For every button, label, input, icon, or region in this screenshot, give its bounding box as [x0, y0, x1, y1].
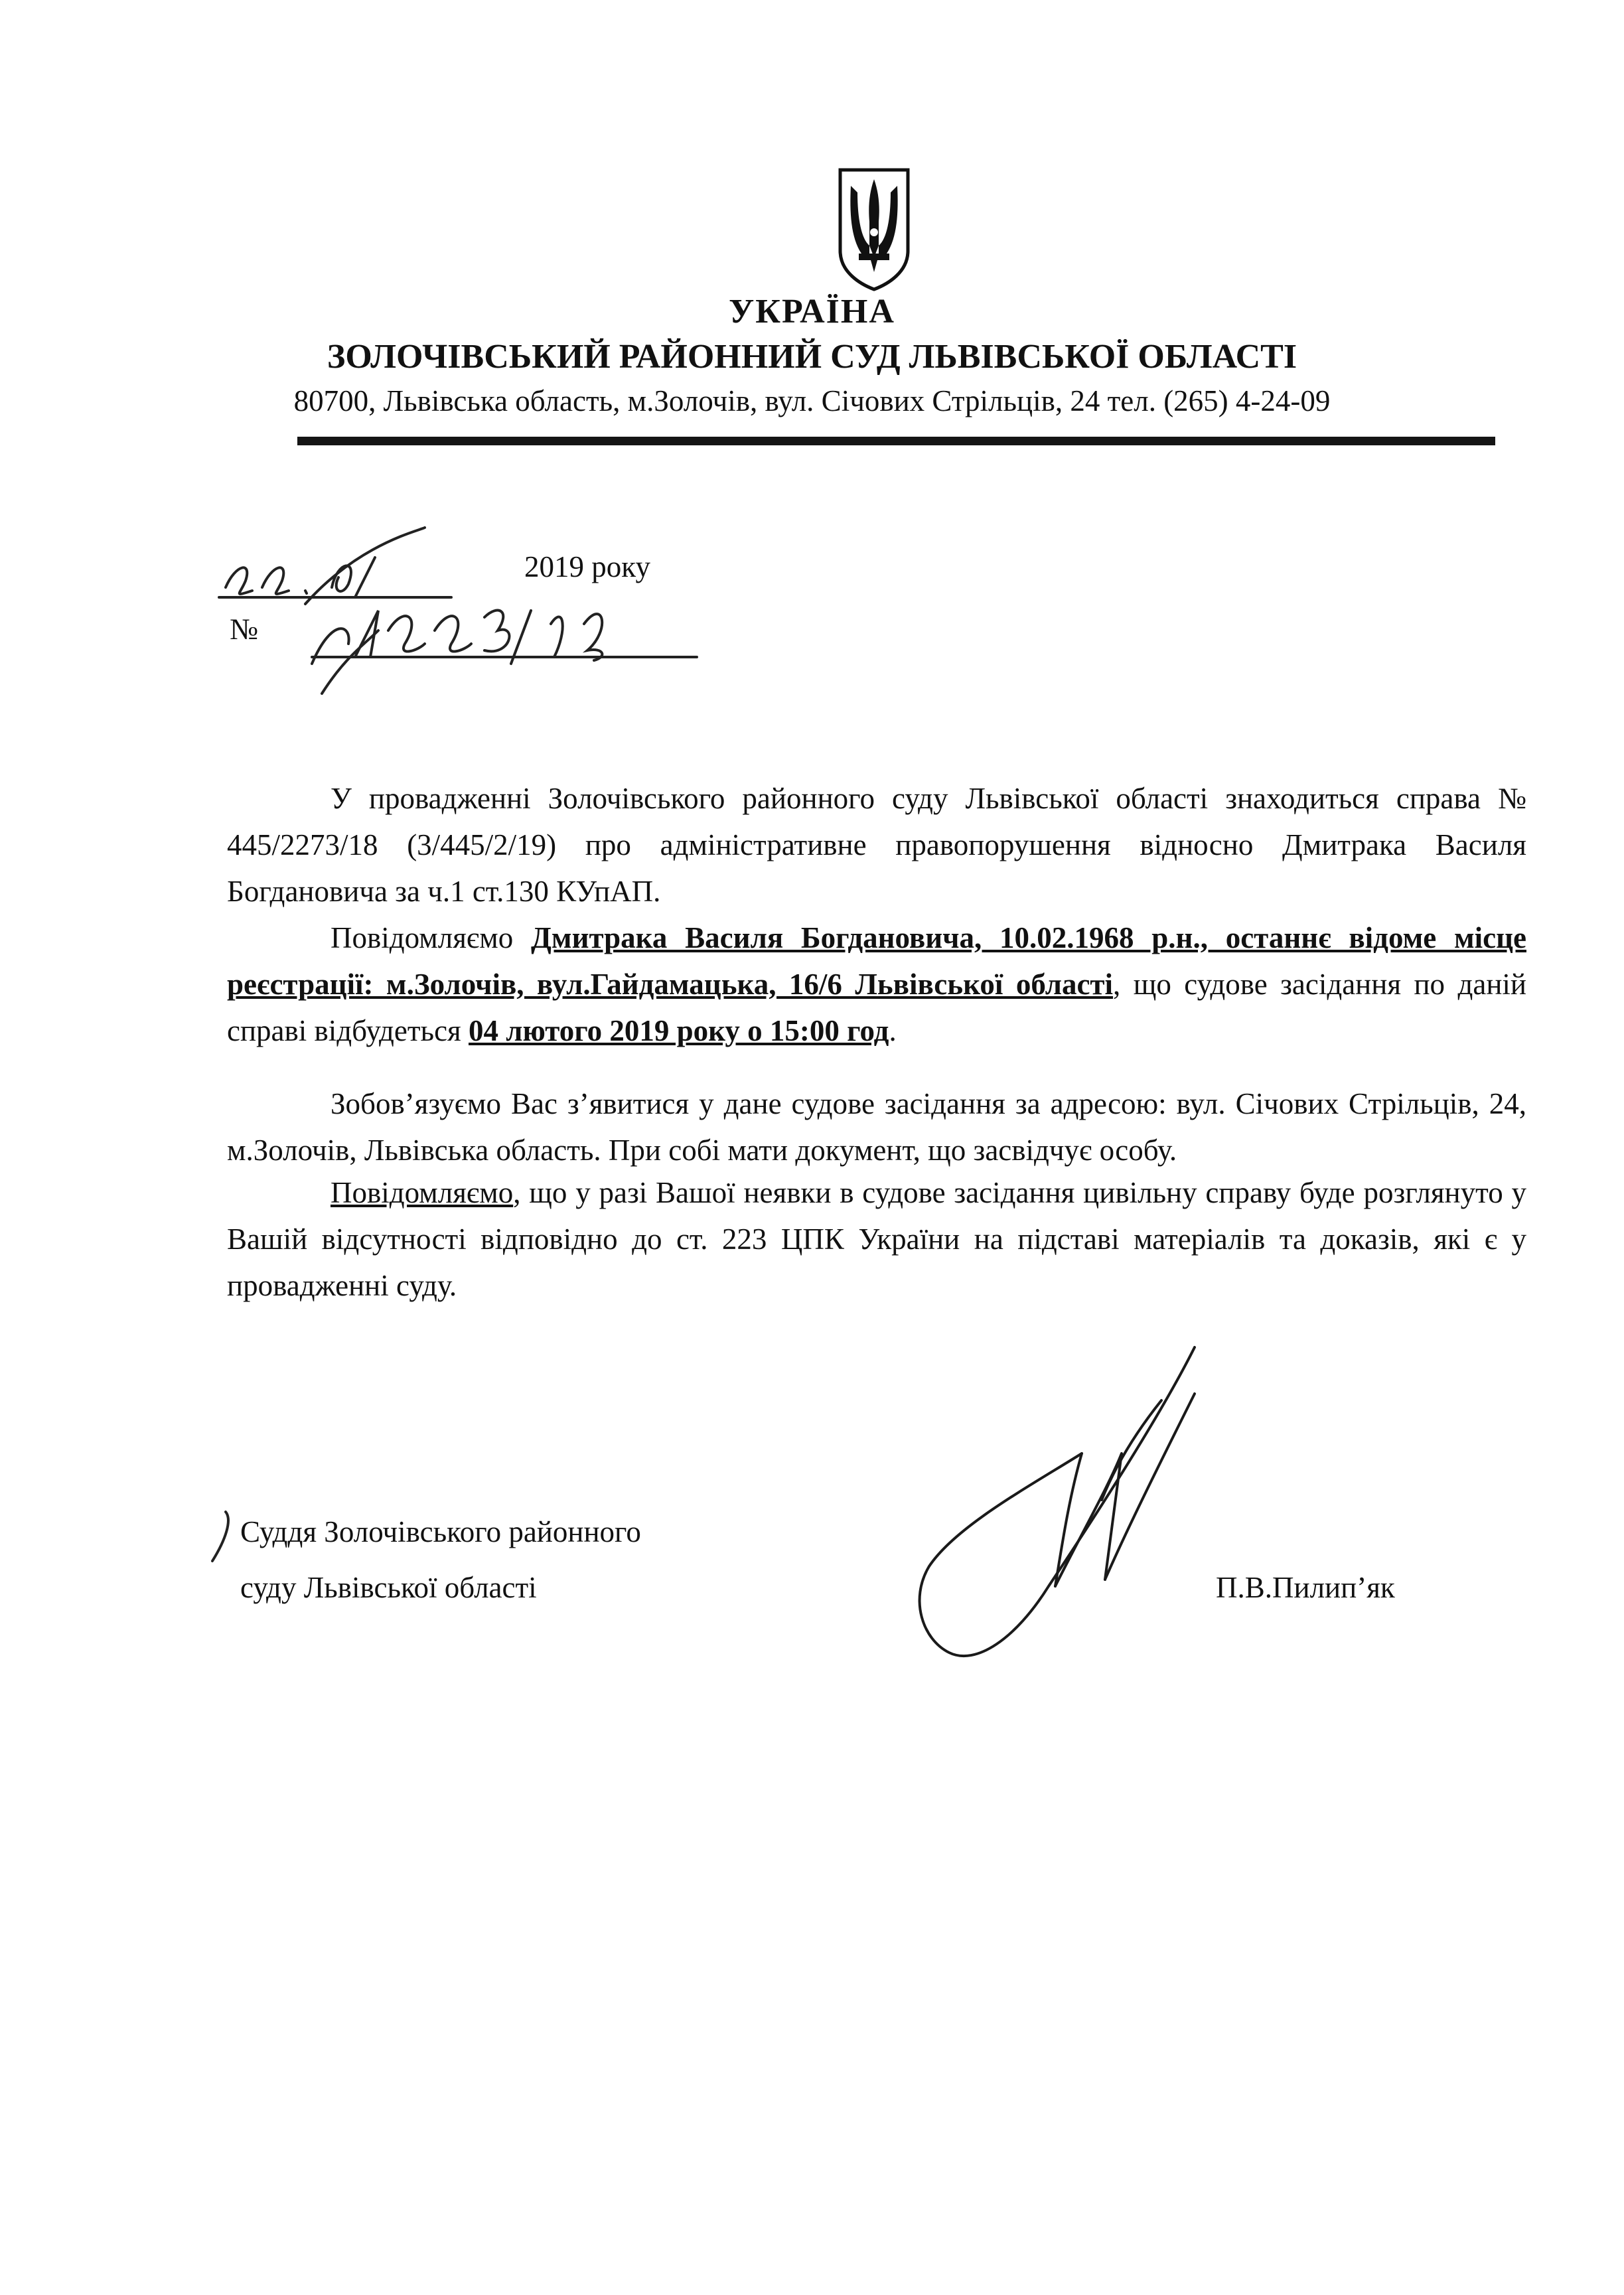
warning-lead: Повідомляємо: [331, 1176, 514, 1209]
letter-number-sign: №: [230, 613, 258, 646]
court-address: 80700, Львівська область, м.Золочів, вул. Січових Стрільців, 24 тел. (265) 4-24-09: [293, 384, 1331, 417]
margin-mark-icon: [206, 1507, 246, 1566]
absence-warning-paragraph: [227, 1169, 1526, 1309]
country-heading: УКРАЇНА: [729, 293, 895, 331]
hearing-datetime: 04 лютого 2019 року о 15:00 год: [469, 1014, 889, 1047]
judge-name: П.В.Пилип’як: [1216, 1571, 1395, 1604]
header-divider: [297, 437, 1495, 445]
letter-year: 2019 року: [524, 550, 650, 583]
notification-intro: Повідомляємо: [331, 921, 531, 954]
notification-paragraph: [227, 915, 1526, 1054]
court-heading: ЗОЛОЧІВСЬКИЙ РАЙОННИЙ СУД ЛЬВІВСЬКОЇ ОБЛАСТІ: [327, 338, 1297, 376]
trident-coat-of-arms-icon: [835, 166, 913, 292]
defendant-details: Дмитрака Василя Богдановича, 10.02.1968 р.н., останнє відоме місце реєстрації: м.Золочів, вул.Гайдамацька, 16/6 Львівської області: [227, 921, 1526, 1001]
summons-paragraph: Зобов’язуємо Вас з’явитися у дане судове засідання за адресою: вул. Січових Стрільців, 24, м.Золочів, Львівська область. При собі мати документ, що засвідчує особу.: [227, 1087, 1526, 1167]
notification-end: .: [889, 1014, 897, 1047]
case-paragraph: У провадженні Золочівського районного суду Львівської області знаходиться справа № 445/2273/18 (3/445/2/19) про адміністративне правопорушення відносно Дмитрака Василя Богдановича за ч.1 ст.130 КУпАП.: [227, 782, 1526, 908]
judge-title-line2: суду Львівської області: [240, 1571, 537, 1604]
handwritten-signature-icon: [883, 1334, 1228, 1686]
judge-title-line1: Суддя Золочівського районного: [240, 1515, 641, 1548]
warning-rest: , що у разі Вашої неявки в судове засідання цивільну справу буде розглянуто у Вашій відсутності відповідно до ст. 223 ЦПК України на підставі матеріалів та доказів, які є у провадженні суду.: [227, 1176, 1526, 1302]
notification-middle: , що судове засідання по даній справі відбудеться: [227, 968, 1526, 1047]
